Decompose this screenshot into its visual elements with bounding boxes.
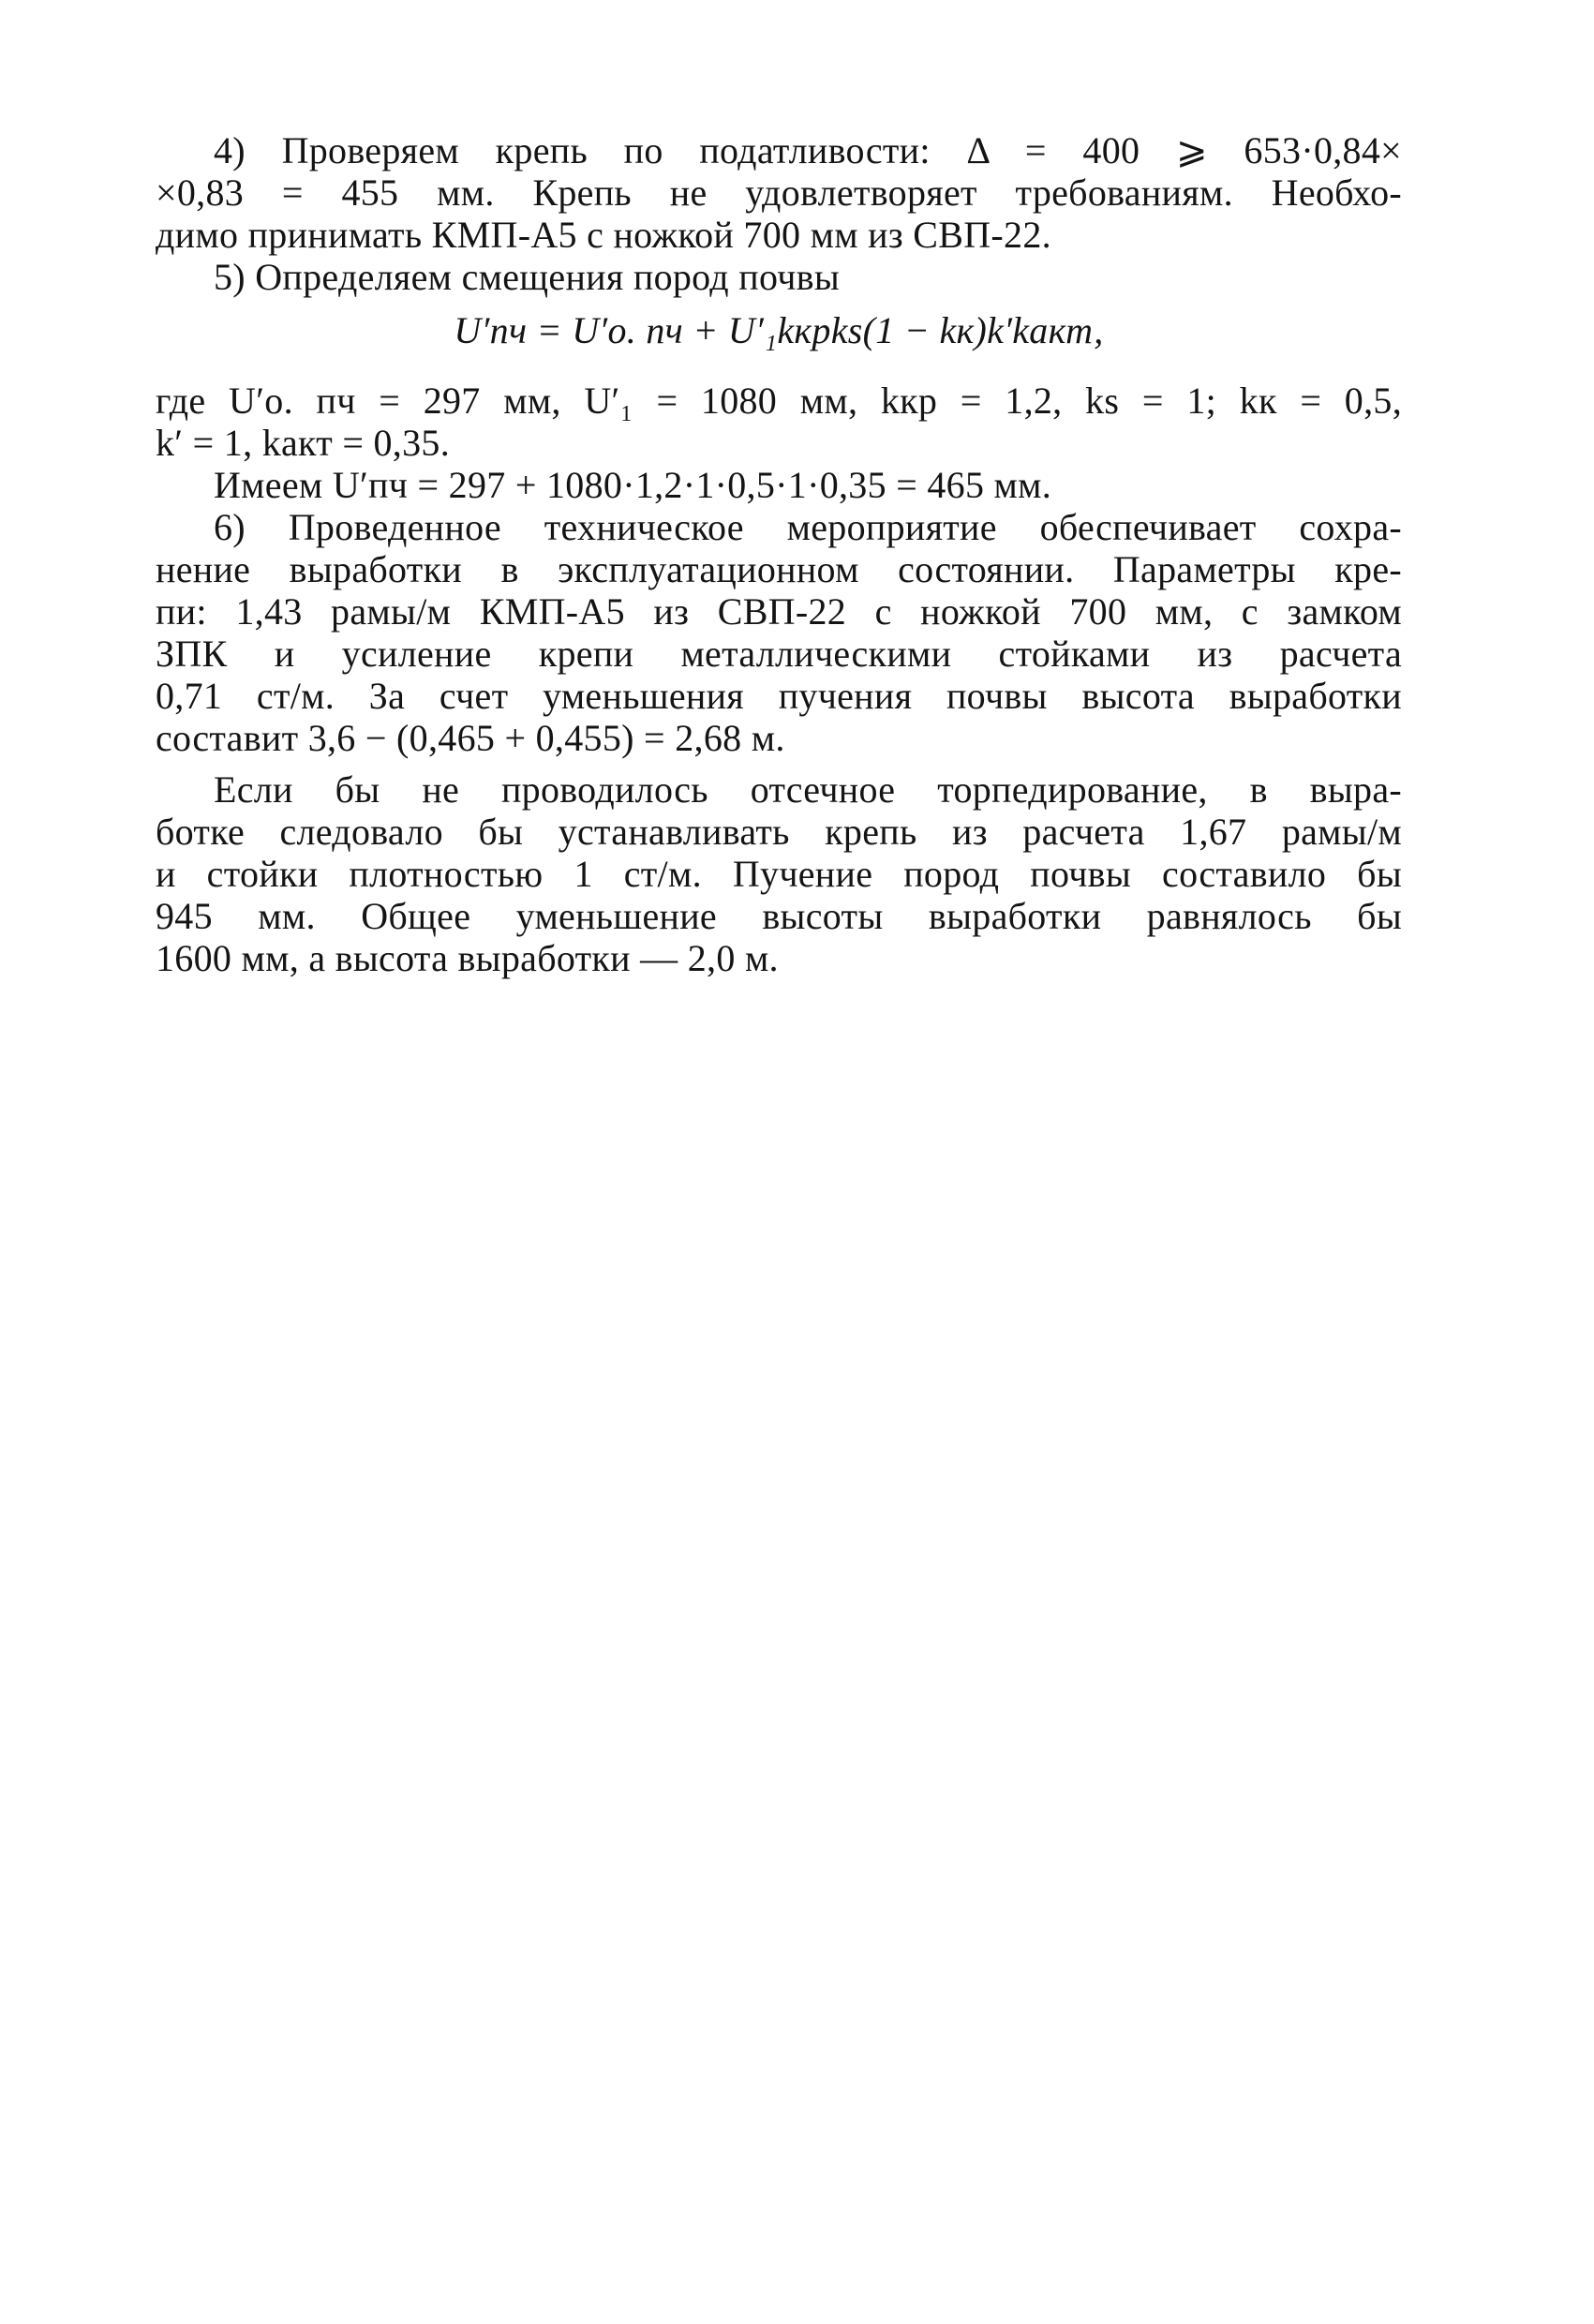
text-line: нение выработки в эксплуатационном состоянии. Параметры кре-: [156, 548, 1402, 590]
text-line: где U′о. пч = 297 мм, U′₁ = 1080 мм, kкр = 1,2, ks = 1; kк = 0,5,: [156, 380, 1402, 422]
text-line: 1600 мм, а высота выработки — 2,0 м.: [156, 937, 779, 979]
text-line: составит 3,6 − (0,465 + 0,455) = 2,68 м.: [156, 717, 785, 759]
text-line: Имеем U′пч = 297 + 1080·1,2·1·0,5·1·0,35 = 465 мм.: [214, 464, 1052, 506]
text-line: ЗПК и усиление крепи металлическими стойками из расчета: [156, 633, 1402, 675]
text-line: 5) Определяем смещения пород почвы: [214, 256, 841, 298]
formula: U′пч = U′о. пч + U′₁kкрks(1 − kк)k′kакт,: [454, 309, 1104, 351]
page-text: [156, 129, 1402, 979]
text-line: 4) Проверяем крепь по податливости: Δ = 400 ⩾ 653·0,84×: [214, 129, 1402, 171]
text-line: 6) Проведенное техническое мероприятие обеспечивает сохра-: [214, 506, 1402, 548]
text-line: пи: 1,43 рамы/м КМП-А5 из СВП-22 с ножкой 700 мм, с замком: [156, 590, 1402, 633]
text-line: димо принимать КМП-А5 с ножкой 700 мм из СВП-22.: [156, 214, 1051, 256]
text-line: 945 мм. Общее уменьшение высоты выработки равнялось бы: [156, 895, 1402, 937]
text-line: 0,71 ст/м. За счет уменьшения пучения почвы высота выработки: [156, 675, 1402, 717]
text-line: k′ = 1, kакт = 0,35.: [156, 422, 451, 464]
text-line: ×0,83 = 455 мм. Крепь не удовлетворяет требованиям. Необхо-: [156, 171, 1402, 214]
text-line: ботке следовало бы устанавливать крепь из расчета 1,67 рамы/м: [156, 811, 1402, 853]
text-line: и стойки плотностью 1 ст/м. Пучение пород почвы составило бы: [156, 853, 1402, 895]
text-line: Если бы не проводилось отсечное торпедирование, в выра-: [214, 768, 1402, 811]
